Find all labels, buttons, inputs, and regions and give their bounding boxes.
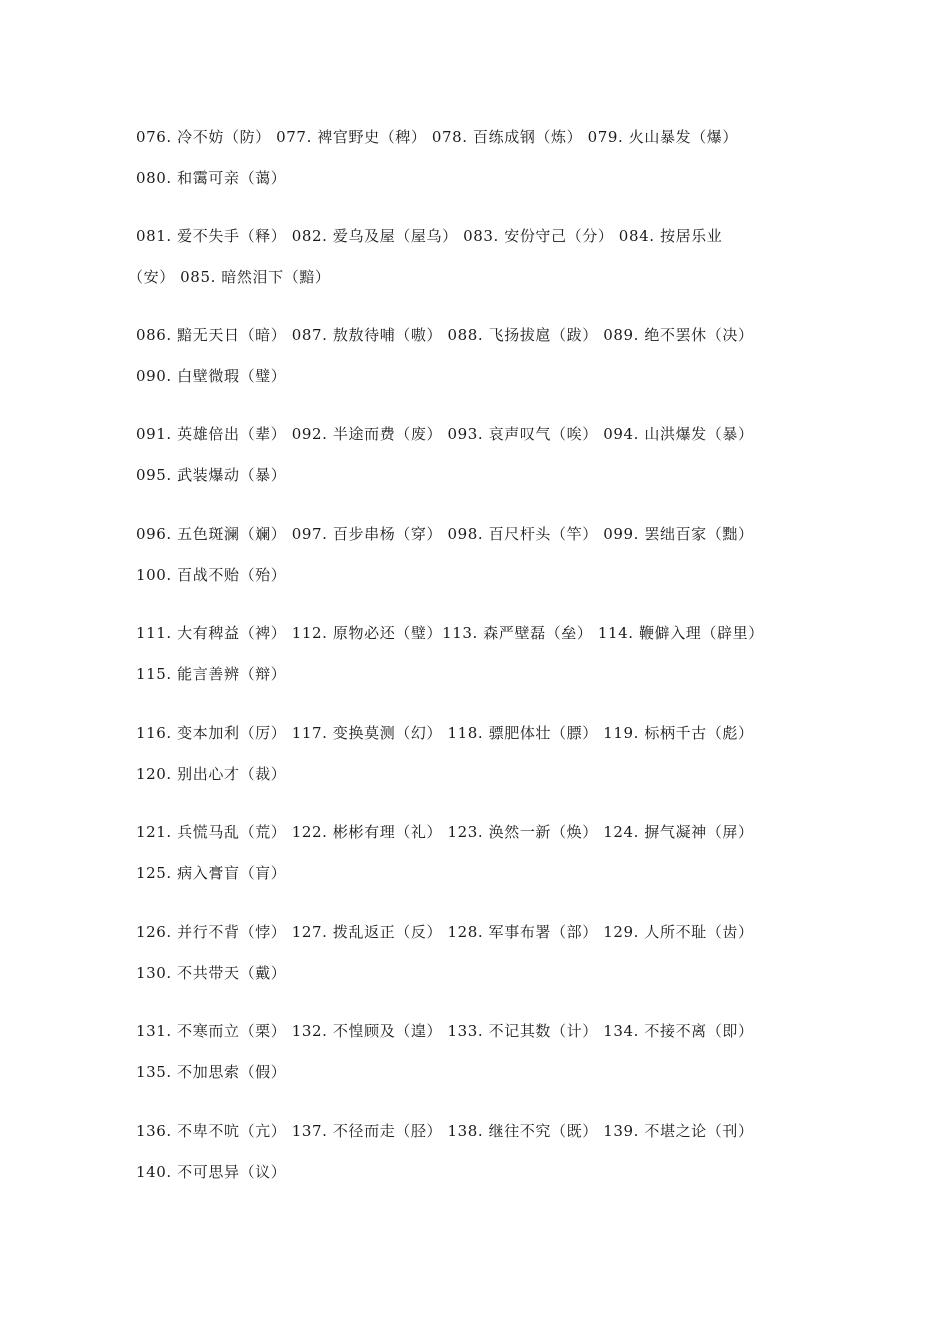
entry-line: 095. 武装爆动（暴） [136, 466, 287, 484]
entry-line: 140. 不可思异（议） [136, 1163, 287, 1181]
entry-line: （安） 085. 暗然泪下（黯） [128, 268, 331, 286]
entry-group-091-095 [136, 424, 816, 485]
entry-line: 100. 百战不贻（殆） [136, 566, 287, 584]
entry-group-116-120 [136, 723, 816, 784]
entry-line: 090. 白壁微瑕（璧） [136, 367, 287, 385]
entry-line: 111. 大有稗益（裨） 112. 原物必还（璧）113. 森严壁磊（垒） 114. 鞭僻入理（辟里） [136, 624, 764, 642]
entry-line: 115. 能言善辨（辩） [136, 665, 287, 683]
entry-line: 120. 别出心才（裁） [136, 765, 287, 783]
entry-group-081-085 [128, 226, 816, 287]
entry-line: 121. 兵慌马乱（荒） 122. 彬彬有理（礼） 123. 涣然一新（焕） 124. 摒气凝神（屏） [136, 823, 754, 841]
entry-group-076-080 [136, 127, 816, 188]
entry-line: 136. 不卑不吭（亢） 137. 不径而走（胫） 138. 继往不究（既） 139. 不堪之论（刊） [136, 1122, 754, 1140]
entry-group-131-135 [136, 1021, 816, 1082]
entry-line: 131. 不寒而立（栗） 132. 不惶顾及（遑） 133. 不记其数（计） 134. 不接不离（即） [136, 1022, 754, 1040]
entry-group-136-140 [136, 1121, 816, 1182]
entry-group-126-130 [136, 922, 816, 983]
entry-line: 125. 病入膏盲（肓） [136, 864, 287, 882]
entry-group-096-100 [136, 524, 816, 585]
entry-line: 130. 不共带天（戴） [136, 964, 287, 982]
entry-group-121-125 [136, 822, 816, 883]
entry-line: 116. 变本加利（厉） 117. 变换莫测（幻） 118. 骠肥体壮（膘） 119. 标柄千古（彪） [136, 724, 754, 742]
entry-line: 080. 和霭可亲（蔼） [136, 169, 287, 187]
entry-group-086-090 [136, 325, 816, 386]
entry-line: 091. 英雄倍出（辈） 092. 半途而费（废） 093. 哀声叹气（唉） 094. 山洪爆发（暴） [136, 425, 754, 443]
entry-line: 135. 不加思索（假） [136, 1063, 287, 1081]
entry-line: 076. 冷不妨（防） 077. 裨官野史（稗） 078. 百练成钢（炼） 079. 火山暴发（爆） [136, 128, 738, 146]
entry-group-111-115 [136, 623, 816, 684]
entry-line: 096. 五色斑澜（斓） 097. 百步串杨（穿） 098. 百尺杆头（竿） 099. 罢绌百家（黜） [136, 525, 754, 543]
entry-line: 086. 黯无天日（暗） 087. 敖敖待哺（嗷） 088. 飞扬拔扈（跋） 089. 绝不罢休（决） [136, 326, 754, 344]
entry-line: 081. 爱不失手（释） 082. 爱乌及屋（屋乌） 083. 安份守己（分） 084. 按居乐业 [136, 227, 723, 245]
entry-line: 126. 并行不背（悖） 127. 拨乱返正（反） 128. 军事布署（部） 129. 人所不耻（齿） [136, 923, 754, 941]
